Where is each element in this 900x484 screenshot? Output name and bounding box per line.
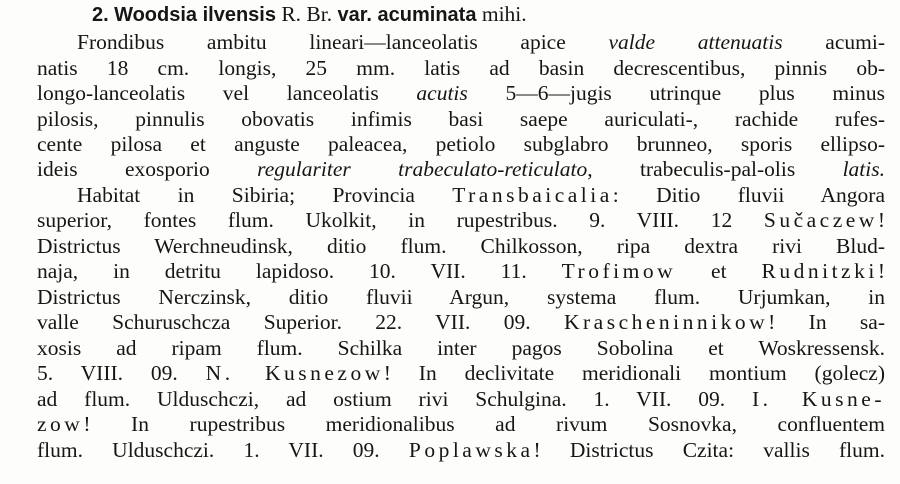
text-run: Districtus Werchneudinsk, ditio flum. Chilkosson, ripa dextra rivi Blud- [37, 234, 885, 258]
spaced-run: Poplawska [408, 438, 534, 462]
text-run: Districtus Nerczinsk, ditio fluvii Argun, systema flum. Urjumkan, in [37, 285, 885, 309]
text-run: Frondibus ambitu lineari—lanceolatis apice [77, 30, 609, 54]
text-run: ideis exosporio [37, 157, 258, 181]
text-run: 5. VIII. 09. [37, 361, 206, 385]
text-line [37, 81, 885, 105]
text-line [37, 132, 885, 156]
spaced-run: Krascheninnikow [563, 310, 769, 334]
text-line [37, 107, 885, 131]
text-run: , trabeculis-pal-olis [587, 157, 843, 181]
text-line [37, 361, 885, 385]
spaced-run: Rudnitzki [761, 259, 878, 283]
text-run: superior, fontes flum. Ukolkit, in rupestribus. 9. VIII. 12 [37, 208, 764, 232]
text-line [37, 438, 885, 462]
text-line [77, 183, 885, 207]
text-line [77, 30, 885, 54]
text-run: ! Districtus Czita: vallis flum. [533, 438, 885, 462]
text-run: ! In rupestribus meridionalibus ad rivum Sosnovka, confluentem [83, 412, 885, 436]
text-run: flum. Ulduschczi. 1. VII. 09. [37, 438, 409, 462]
italic-run: regulariter trabeculato-reticulato [257, 157, 588, 181]
spaced-run: Trofimow [561, 259, 677, 283]
text-line [37, 387, 885, 411]
species-heading [92, 2, 900, 27]
text-line [37, 56, 885, 80]
text-run: : Ditio fluvii Angora [612, 183, 885, 207]
spaced-run: Transbaicalia [452, 183, 613, 207]
text-line [37, 285, 885, 309]
text-run: cente pilosa et anguste paleacea, petiolo subglabro brunneo, sporis ellipso- [37, 132, 885, 156]
text-run: et [676, 259, 762, 283]
text-run: naja, in detritu lapidoso. 10. VII. 11. [37, 259, 562, 283]
variety-name: var. acuminata [337, 4, 477, 26]
text-run: ad flum. Ulduschczi, ad ostium rivi Schulgina. 1. VII. 09. [37, 387, 752, 411]
text-line [37, 310, 885, 334]
text-run: acumi- [782, 30, 885, 54]
italic-run: valde attenuatis [608, 30, 783, 54]
text-line [37, 412, 885, 436]
text-line [37, 259, 885, 283]
text-run: ! [877, 259, 885, 283]
text-line [37, 234, 885, 258]
text-run: ! In sa- [768, 310, 885, 334]
spaced-run: zow [37, 412, 84, 436]
text-run: pilosis, pinnulis obovatis infimis basi saepe auriculati-, rachide rufes- [37, 107, 885, 131]
spaced-run: Sučaczew [763, 208, 878, 232]
text-run: Habitat in Sibiria; Provincia [77, 183, 453, 207]
italic-run: acutis [416, 81, 468, 105]
text-run: valle Schuruschcza Superior. 22. VII. 09. [37, 310, 564, 334]
spaced-run: I. Kusne- [751, 387, 885, 411]
text-line [37, 208, 885, 232]
text-run: ! In declivitate meridionali montium (golecz) [383, 361, 885, 385]
text-run: natis 18 cm. longis, 25 mm. latis ad basin decrescentibus, pinnis ob- [37, 56, 885, 80]
species-number: 2. [92, 4, 109, 26]
text-run: ! [877, 208, 885, 232]
species-name: Woodsia ilvensis [114, 4, 276, 26]
spaced-run: N. Kusnezow [205, 361, 384, 385]
text-line [37, 336, 885, 360]
text-run: longo-lanceolatis vel lanceolatis [37, 81, 417, 105]
italic-run: latis. [842, 157, 885, 181]
text-run: xosis ad ripam flum. Schilka inter pagos Sobolina et Woskressensk. [37, 336, 885, 360]
variety-author: mihi. [476, 2, 527, 26]
text-run: 5—6—jugis utrinque plus minus [467, 81, 885, 105]
species-author: R. Br. [275, 2, 338, 26]
text-line [37, 157, 885, 181]
